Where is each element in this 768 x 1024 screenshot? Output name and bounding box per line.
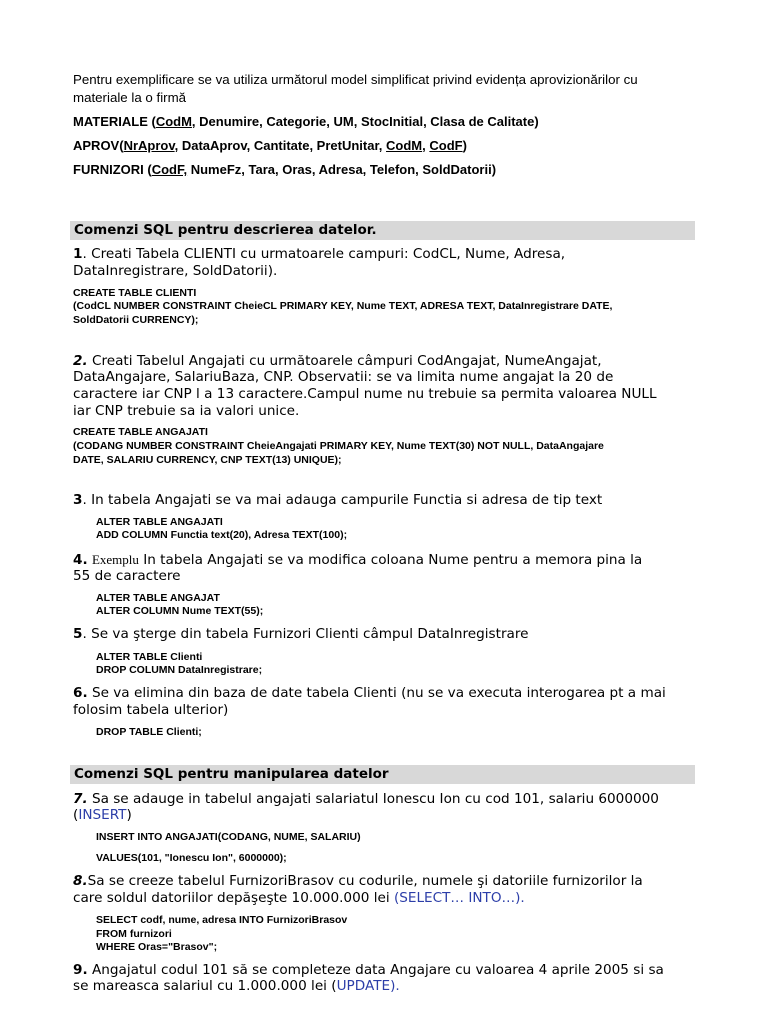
schema-furnizori — [73, 162, 496, 177]
question-text: Creati Tabelul Angajati cu următoarele câmpuri CodAngajat, NumeAngajat, — [87, 353, 602, 369]
question-text: . Se va şterge din tabela Furnizori Clienti câmpul DataInregistrare — [82, 626, 529, 642]
example-label: Exemplu — [91, 552, 139, 567]
question-8-line-1 — [73, 873, 643, 890]
question-number: 3 — [73, 492, 83, 508]
code-line: WHERE Oras="Brasov"; — [96, 941, 218, 953]
section-heading-ddl — [70, 221, 695, 240]
schema-columns: NumeFz, Tara, Oras, Adresa, Telefon, SoldDatorii) — [187, 162, 497, 177]
code-line: DROP TABLE Clienti; — [96, 726, 202, 738]
question-number: 6. — [73, 685, 88, 701]
question-number: 1 — [73, 246, 83, 262]
schema-columns: , Denumire, Categorie, UM, StocInitial, Clasa de Calitate) — [191, 114, 539, 129]
question-2-line-3: caractere iar CNP l a 13 caractere.Campul nume nu trebuie sa permita valoarea NULL — [73, 386, 657, 402]
schema-table-name: FURNIZORI ( — [73, 162, 152, 177]
question-6-line-1 — [73, 685, 666, 702]
schema-aprov — [73, 138, 467, 153]
question-text: Angajatul codul 101 să se completeze data Angajare cu valoarea 4 aprile 2005 si sa — [87, 962, 664, 978]
question-2-line-4: iar CNP trebuie sa ia valori unice. — [73, 403, 300, 419]
paren-close: ). — [390, 978, 400, 994]
schema-foreign-key: CodM — [386, 138, 423, 153]
code-line: ALTER TABLE ANGAJAT — [96, 592, 220, 604]
question-3-line-1 — [73, 492, 602, 509]
code-line: FROM furnizori — [96, 928, 172, 940]
code-line: (CODANG NUMBER CONSTRAINT CheieAngajati PRIMARY KEY, Nume TEXT(30) NOT NULL, DataAngajare — [73, 440, 604, 452]
question-9-line-2 — [73, 978, 400, 995]
schema-table-name: MATERIALE ( — [73, 114, 156, 129]
schema-primary-key: NrAprov — [123, 138, 175, 153]
schema-materiale — [73, 114, 539, 129]
schema-close: ) — [462, 138, 467, 153]
code-line: ALTER TABLE Clienti — [96, 651, 203, 663]
question-8-line-2 — [73, 890, 525, 907]
question-text: Se va elimina din baza de date tabela Clienti (nu se va executa interogarea pt a mai — [87, 685, 666, 701]
code-line: INSERT INTO ANGAJATI(CODANG, NUME, SALARIU) — [96, 831, 361, 843]
paren-open: ( — [73, 807, 79, 823]
schema-primary-key: CodM — [155, 114, 192, 129]
question-number: 7. — [73, 791, 88, 807]
question-text: . In tabela Angajati se va mai adauga campurile Functia si adresa de tip text — [82, 492, 603, 508]
question-text: Sa se adauge in tabelul angajati salariatul Ionescu Ion cu cod 101, salariu 6000000 — [87, 791, 659, 807]
question-2-line-1 — [73, 353, 602, 370]
code-line: ALTER TABLE ANGAJATI — [96, 516, 223, 528]
question-text: . Creati Tabela CLIENTI cu urmatoarele campuri: CodCL, Nume, Adresa, — [82, 246, 566, 262]
question-text: In tabela Angajati se va modifica coloana Nume pentru a memora pina la — [138, 552, 643, 568]
code-line: (CodCL NUMBER CONSTRAINT CheieCL PRIMARY KEY, Nume TEXT, ADRESA TEXT, DataInregistrare DATE, — [73, 300, 613, 312]
question-text: Sa se creeze tabelul FurnizoriBrasov cu codurile, numele şi datoriile furnizorilor la — [87, 873, 643, 889]
schema-foreign-key: CodF — [429, 138, 463, 153]
question-number: 8. — [73, 873, 88, 889]
section-heading-dml — [70, 765, 695, 784]
question-number: 5 — [73, 626, 83, 642]
question-6-line-2: folosim tabela ulterior) — [73, 702, 229, 718]
question-1-line-1 — [73, 246, 565, 263]
paren-close: ) — [126, 807, 132, 823]
schema-separator: , — [422, 138, 430, 153]
schema-columns: , DataAprov, Cantitate, PretUnitar, — [174, 138, 387, 153]
schema-primary-key: CodF, — [151, 162, 188, 177]
question-number: 9. — [73, 962, 88, 978]
code-line: SoldDatorii CURRENCY); — [73, 314, 199, 326]
sql-keyword: (SELECT… INTO…). — [393, 890, 525, 906]
question-4-line-2: 55 de caractere — [73, 568, 181, 584]
intro-line-1: Pentru exemplificare se va utiliza următorul model simplificat privind evidența aprovizionărilor cu — [73, 72, 638, 87]
code-line: SELECT codf, nume, adresa INTO FurnizoriBrasov — [96, 914, 348, 926]
code-line: VALUES(101, "Ionescu Ion", 6000000); — [96, 852, 287, 864]
code-line: DATE, SALARIU CURRENCY, CNP TEXT(13) UNIQUE); — [73, 454, 342, 466]
code-line: ADD COLUMN Functia text(20), Adresa TEXT(100); — [96, 529, 348, 541]
code-line: DROP COLUMN DataInregistrare; — [96, 664, 263, 676]
code-line: CREATE TABLE ANGAJATI — [73, 426, 208, 438]
code-line: CREATE TABLE CLIENTI — [73, 287, 197, 299]
section-heading-text: Comenzi SQL pentru descrierea datelor. — [74, 222, 377, 238]
intro-line-2: materiale la o firmă — [73, 90, 187, 105]
question-text: se mareasca salariul cu 1.000.000 lei ( — [73, 978, 337, 994]
question-5-line-1 — [73, 626, 529, 643]
sql-keyword: UPDATE — [336, 978, 391, 994]
question-7-line-2 — [73, 807, 132, 824]
code-line: ALTER COLUMN Nume TEXT(55); — [96, 605, 264, 617]
question-1-line-2: DataInregistrare, SoldDatorii). — [73, 263, 278, 279]
question-number: 4. — [73, 552, 88, 568]
question-2-line-2: DataAngajare, SalariuBaza, CNP. Observatii: se va limita nume angajat la 20 de — [73, 369, 614, 385]
question-7-line-1 — [73, 791, 659, 808]
question-4-line-1 — [73, 551, 642, 569]
sql-keyword: INSERT — [78, 807, 127, 823]
schema-table-name: APROV( — [73, 138, 124, 153]
section-heading-text: Comenzi SQL pentru manipularea datelor — [74, 766, 389, 782]
question-number: 2. — [73, 353, 88, 369]
question-text: care soldul datoriilor depăşeşte 10.000.000 lei — [73, 890, 394, 906]
question-9-line-1 — [73, 962, 664, 979]
